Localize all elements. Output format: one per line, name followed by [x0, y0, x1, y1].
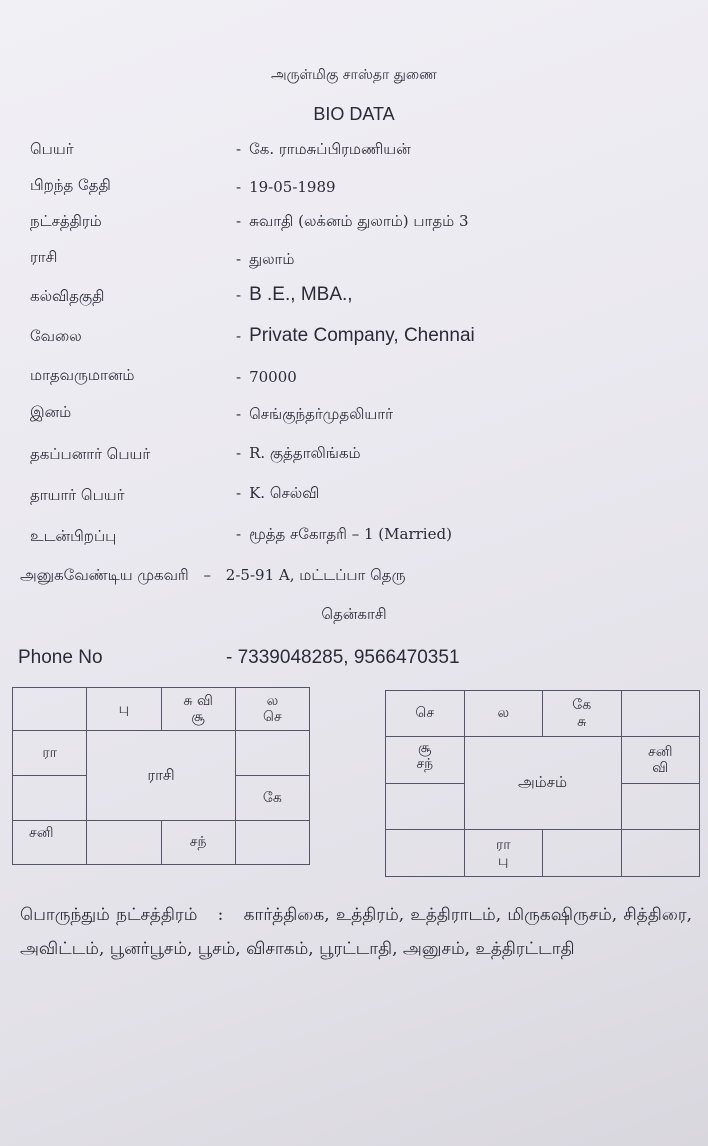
chart-cell: ரா பு [464, 830, 543, 877]
chart-cell: ரா [13, 731, 87, 776]
phone-label: Phone No [18, 647, 103, 668]
chart-title: ராசி [87, 731, 236, 821]
chart-cell [235, 731, 309, 776]
document-title: BIO DATA [313, 104, 395, 124]
rasi-chart [12, 687, 310, 865]
field-label: வேலை [30, 327, 82, 345]
field-value: - Private Company, Chennai [236, 325, 475, 346]
chart-cell: சனி வி [621, 737, 700, 784]
chart-cell: சந் [161, 821, 235, 865]
address-value: 2-5-91 A, மட்டப்பா தெரு [225, 566, 406, 584]
field-label: கல்விதகுதி [30, 287, 105, 305]
field-label: பெயர் [30, 140, 74, 158]
chart-cell [621, 830, 700, 877]
address-line: அனுகவேண்டிய முகவரி – 2-5-91 A, மட்டப்பா தெரு [20, 566, 406, 584]
field-value: - B .E., MBA., [236, 284, 353, 305]
chart-cell: கே சு [543, 691, 622, 737]
matching-stars-label: பொருந்தும் நட்சத்திரம் [20, 905, 198, 925]
matching-stars-value: கார்த்திகை, உத்திரம், உத்திராடம், மிருகஷிருசம், சித்திரை, அவிட்டம், பூனர்பூசம், பூசம், விசாகம், பூரட்டாதி, அனுசம், உத்திரட்டாதி [20, 905, 693, 959]
phone-value: - 7339048285, 9566470351 [226, 647, 460, 668]
amsam-chart [385, 690, 700, 877]
field-label: பிறந்த தேதி [30, 176, 111, 194]
chart-cell: பு [87, 688, 161, 731]
chart-title: அம்சம் [464, 737, 621, 830]
field-value: - துலாம் [236, 250, 295, 268]
field-label: தகப்பனார் பெயர் [30, 445, 151, 463]
field-label: இனம் [30, 403, 72, 421]
matching-stars: பொருந்தும் நட்சத்திரம் : கார்த்திகை, உத்திரம், உத்திராடம், மிருகஷிருசம், சித்திரை, அவிட்டம், பூனர்பூசம், பூசம், விசாகம், பூரட்டாதி, அனுசம், உத்திரட்டாதி [20, 905, 693, 959]
field-value: - கே. ராமசுப்பிரமணியன் [236, 140, 411, 158]
chart-cell [621, 691, 700, 737]
chart-cell [235, 821, 309, 865]
chart-cell [87, 821, 161, 865]
field-value: - 70000 [236, 368, 297, 386]
field-label: ராசி [30, 248, 58, 266]
chart-cell [13, 776, 87, 821]
chart-cell [13, 688, 87, 731]
field-label: உடன்பிறப்பு [30, 527, 117, 545]
chart-cell: செ [386, 691, 465, 737]
blessing-line: அருள்மிகு சாஸ்தா துணை [271, 67, 437, 83]
field-value: - R. குத்தாலிங்கம் [236, 444, 361, 462]
chart-cell: ல செ [235, 688, 309, 731]
address-label: அனுகவேண்டிய முகவரி [20, 566, 189, 584]
field-value: - மூத்த சகோதரி – 1 (Married) [236, 525, 452, 543]
field-value: - சுவாதி (லக்னம் துலாம்) பாதம் 3 [236, 212, 469, 230]
field-value: - K. செல்வி [236, 484, 320, 502]
chart-cell: சூ சந் [386, 737, 465, 784]
field-label: மாதவருமானம் [30, 366, 135, 384]
field-value: - 19-05-1989 [236, 178, 336, 196]
field-label: நட்சத்திரம் [30, 212, 102, 230]
chart-cell [386, 830, 465, 877]
chart-cell: ல [464, 691, 543, 737]
chart-cell: சனி [13, 821, 87, 865]
chart-cell [386, 784, 465, 830]
address-city: தென்காசி [321, 605, 387, 623]
chart-cell [621, 784, 700, 830]
chart-cell: கே [235, 776, 309, 821]
chart-cell: சு வி சூ [161, 688, 235, 731]
field-label: தாயார் பெயர் [30, 486, 125, 504]
chart-cell [543, 830, 622, 877]
field-value: - செங்குந்தர்முதலியார் [236, 405, 393, 423]
